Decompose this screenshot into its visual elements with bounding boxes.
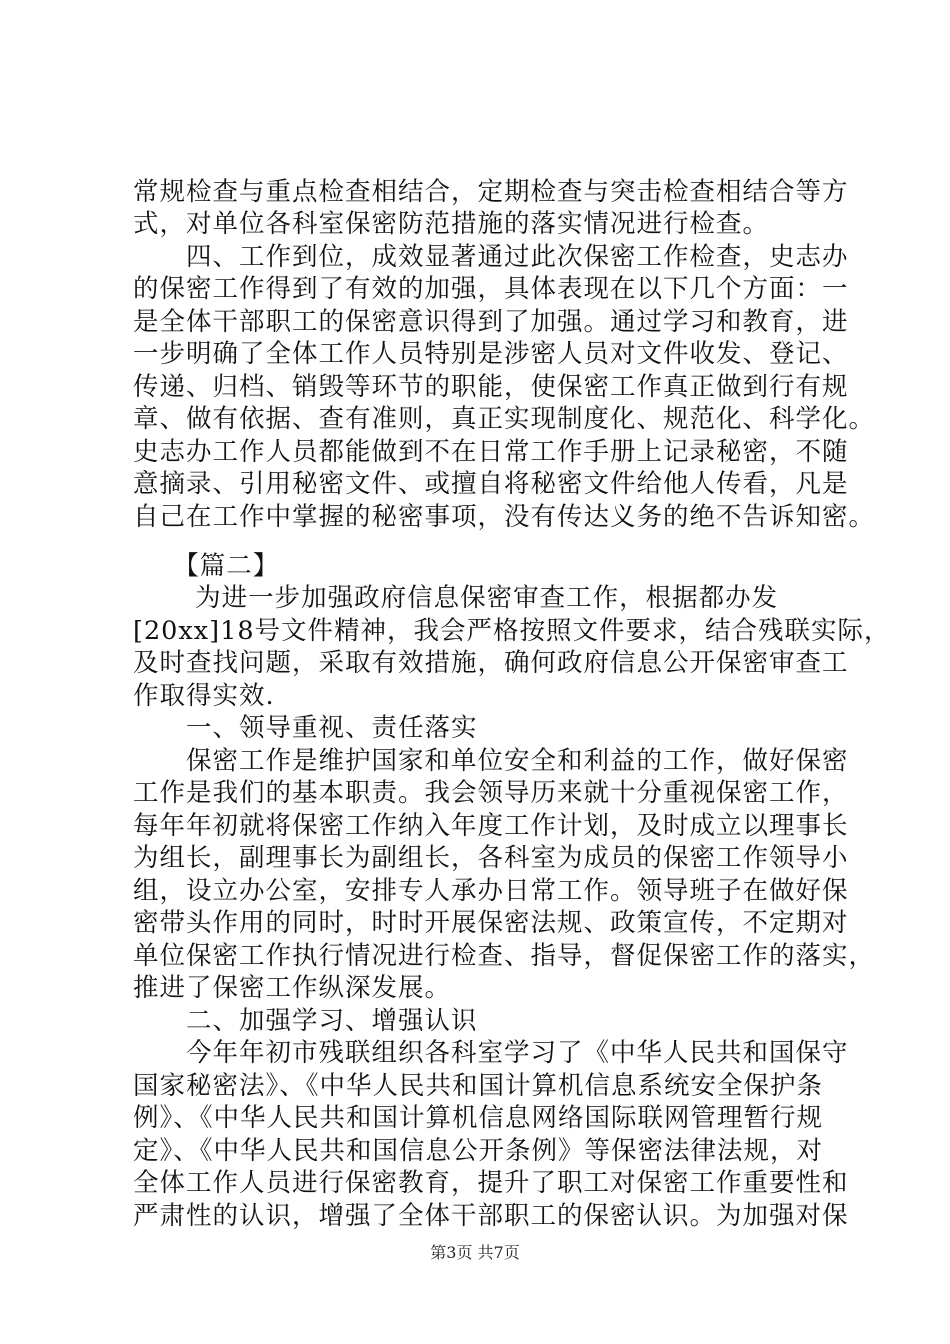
body-text-line: 保密工作是维护国家和单位安全和利益的工作，做好保密 xyxy=(133,746,849,776)
subsection-heading: 一、领导重视、责任落实 xyxy=(133,713,478,743)
body-text-line: 每年年初就将保密工作纳入年度工作计划，及时成立以理事长 xyxy=(133,811,849,841)
body-text-line: 今年年初市残联组织各科室学习了《中华人民共和国保守 xyxy=(133,1038,849,1068)
section-heading: 【篇二】 xyxy=(133,551,280,581)
body-text-line: 定》、《中华人民共和国信息公开条例》等保密法律法规，对 xyxy=(133,1136,824,1166)
body-text-line: 单位保密工作执行情况进行检查、指导，督促保密工作的落实， xyxy=(133,941,876,971)
body-text-line: 史志办工作人员都能做到不在日常工作手册上记录秘密，不随 xyxy=(133,437,849,467)
body-text-line: 是全体干部职工的保密意识得到了加强。通过学习和教育，进 xyxy=(133,307,849,337)
body-text-line: [20xx]18号文件精神，我会严格按照文件要求，结合残联实际， xyxy=(133,616,891,646)
page-number-footer: 第3页 共7页 xyxy=(430,1243,520,1262)
body-text-line: 作取得实效. xyxy=(133,681,275,711)
body-text-line: 及时查找问题，采取有效措施，确何政府信息公开保密审查工 xyxy=(133,648,849,678)
body-text-line: 的保密工作得到了有效的加强，具体表现在以下几个方面：一 xyxy=(133,274,849,304)
body-text-line: 传递、归档、销毁等环节的职能，使保密工作真正做到行有规 xyxy=(133,372,849,402)
body-text-line: 为组长，副理事长为副组长，各科室为成员的保密工作领导小 xyxy=(133,843,849,873)
body-text-line: 四、工作到位，成效显著通过此次保密工作检查，史志办 xyxy=(133,242,849,272)
body-text-line: 自己在工作中掌握的秘密事项，没有传达义务的绝不告诉知密。 xyxy=(133,502,876,532)
body-text-line: 全体工作人员进行保密教育，提升了职工对保密工作重要性和 xyxy=(133,1168,849,1198)
body-text-line: 严肃性的认识，增强了全体干部职工的保密认识。为加强对保 xyxy=(133,1201,849,1231)
body-text-line: 推进了保密工作纵深发展。 xyxy=(133,973,452,1003)
body-text-line: 例》、《中华人民共和国计算机信息网络国际联网管理暂行规 xyxy=(133,1103,824,1133)
body-text-line: 章、做有依据、查有准则，真正实现制度化、规范化、科学化。 xyxy=(133,404,876,434)
body-text-line: 式，对单位各科室保密防范措施的落实情况进行检查。 xyxy=(133,209,770,239)
body-text-line: 意摘录、引用秘密文件、或擅自将秘密文件给他人传看，凡是 xyxy=(133,469,849,499)
body-text-line: 一步明确了全体工作人员特别是涉密人员对文件收发、登记、 xyxy=(133,339,849,369)
body-text-line: 为进一步加强政府信息保密审查工作，根据都办发 xyxy=(133,583,779,613)
body-text-line: 组，设立办公室，安排专人承办日常工作。领导班子在做好保 xyxy=(133,876,849,906)
body-text-line: 国家秘密法》、《中华人民共和国计算机信息系统安全保护条 xyxy=(133,1071,824,1101)
body-text-line: 常规检查与重点检查相结合，定期检查与突击检查相结合等方 xyxy=(133,177,849,207)
subsection-heading: 二、加强学习、增强认识 xyxy=(133,1006,478,1036)
body-text-line: 密带头作用的同时，时时开展保密法规、政策宣传，不定期对 xyxy=(133,908,849,938)
body-text-line: 工作是我们的基本职责。我会领导历来就十分重视保密工作， xyxy=(133,778,849,808)
